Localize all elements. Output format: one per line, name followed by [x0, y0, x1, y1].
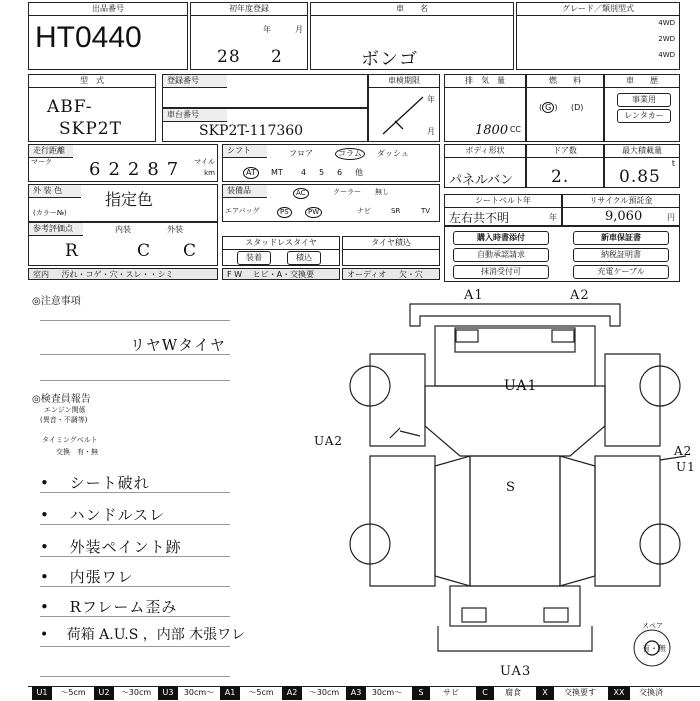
- chassis-value: SKP2T-117360: [199, 123, 304, 139]
- grade-option: 2WD: [658, 35, 675, 43]
- doc-warranty: 新車保証書: [573, 231, 669, 245]
- shift-5: 5: [319, 168, 325, 177]
- note-line: [40, 524, 230, 525]
- doc-tax: 納税証明書: [573, 248, 669, 262]
- mileage-mark: マーク: [31, 158, 52, 166]
- score-interior: C: [137, 241, 152, 261]
- doors-value: 2.: [551, 167, 570, 187]
- taillight-right-shape: [544, 608, 568, 622]
- mark-side-right-2: U1: [676, 460, 696, 474]
- shift-mt: MT: [271, 168, 283, 177]
- legend-desc: 〜5cm: [248, 688, 274, 697]
- legend-code: U3: [158, 686, 178, 700]
- interior-band-items: 汚れ・コゲ・穴・スレ・・シミ: [61, 270, 174, 279]
- taillight-left-shape: [462, 608, 486, 622]
- headlight-left-shape: [456, 330, 478, 342]
- first-registration-month: 2: [271, 47, 283, 67]
- fw-band-items: ヒビ・A・交換要: [252, 270, 315, 279]
- doors-box: [526, 144, 604, 188]
- usage-label: 車 歴: [605, 75, 679, 88]
- mileage-km: km: [204, 169, 215, 177]
- right-body-side-shape: [595, 456, 660, 586]
- fuel-d: D: [574, 103, 581, 112]
- mileage-label: 走行距離: [29, 145, 73, 158]
- usage-commercial: 事業用: [617, 93, 671, 107]
- equip-sr: SR: [391, 207, 401, 215]
- inspector-entry-text: 外装ペイント跡: [69, 538, 182, 556]
- equip-ps: PS: [277, 207, 292, 218]
- studless-box: [222, 236, 340, 266]
- equip-navi: ナビ: [357, 207, 371, 215]
- legend-code: A1: [220, 686, 240, 700]
- equip-tv: TV: [421, 207, 431, 215]
- fuel-box: [526, 74, 604, 142]
- car-name-box: [310, 2, 514, 70]
- max-load-unit: t: [671, 159, 675, 168]
- inspector-entry-text: ハンドルスレ: [69, 506, 166, 524]
- interior-band: [28, 268, 218, 280]
- score-interior-label: 内装: [115, 225, 131, 234]
- usage-box: [604, 74, 680, 142]
- tire-load-box: [342, 236, 440, 266]
- rear-bumper-shape: [438, 626, 592, 651]
- equipment-label: 装備品: [223, 185, 267, 198]
- exterior-color-box: [28, 184, 218, 222]
- inspector-timing: タイミングベルト: [42, 436, 98, 444]
- legend-code: A2: [282, 686, 302, 700]
- legend-desc: 腐食: [505, 688, 521, 697]
- model-label: 型 式: [29, 75, 155, 88]
- year-label: 年: [263, 25, 271, 34]
- seatbelt-value: 左右共不明: [449, 211, 510, 225]
- grade-option: 4WD: [658, 51, 675, 59]
- mark-side-left: UA2: [314, 434, 344, 448]
- inspection-expiry-box: [368, 74, 440, 142]
- fuel-option-g: ( G ): [539, 103, 558, 112]
- scores-label: 参考評価点: [29, 223, 83, 236]
- legend-desc: 〜30cm: [308, 688, 340, 697]
- equipment-box: [222, 184, 440, 222]
- legend-desc: 交換済: [639, 688, 663, 697]
- cargo-right-wall-shape: [560, 456, 595, 586]
- first-registration-box: [190, 2, 308, 70]
- equip-cooler: クーラー: [333, 188, 361, 196]
- inspector-engine: エンジン関係: [44, 406, 86, 414]
- grade-box: [516, 2, 680, 70]
- grade-option: 4WD: [658, 19, 675, 27]
- mark-front-left: A1: [464, 288, 484, 303]
- spare-value: 有・無: [642, 644, 666, 653]
- legend-desc: サビ: [443, 688, 459, 697]
- doc-cancel: 抹消受付可: [453, 265, 549, 279]
- studless-loaded: 積込: [287, 251, 321, 265]
- note-line: [40, 380, 230, 381]
- fuel-label: 燃 料: [527, 75, 603, 88]
- legend-desc: 〜5cm: [60, 688, 86, 697]
- inspector-entry-text: Rフレーム歪み: [69, 598, 178, 616]
- documents-box: [444, 226, 680, 282]
- first-registration-year: 28: [217, 47, 241, 67]
- cab-front-shape: [435, 326, 595, 386]
- inspector-entry: • 内張ワレ: [40, 568, 134, 586]
- shift-dash: ダッシュ: [377, 149, 409, 158]
- body-type-value: パネルバン: [449, 173, 514, 188]
- model-value-line2: SKP2T: [59, 119, 122, 139]
- legend-desc: 〜30cm: [120, 688, 152, 697]
- note-line: [40, 646, 230, 647]
- grade-label: グレード／類別型式: [517, 3, 679, 16]
- mark-roof: UA1: [504, 378, 538, 394]
- shift-6: 6: [337, 168, 343, 177]
- doc-purchase: 購入時書添付: [453, 231, 549, 245]
- inspector-timing-sub: 交換 有・無: [56, 448, 98, 456]
- inspector-entry: • Rフレーム歪み: [40, 598, 178, 616]
- notes-label: ◎注意事項: [32, 296, 81, 307]
- legend-code: X: [536, 686, 554, 700]
- inspection-month-label: 月: [427, 127, 435, 136]
- legend-code: S: [412, 686, 430, 700]
- note-line: [40, 320, 230, 321]
- front-bumper-shape: [410, 304, 620, 326]
- note-line: [40, 492, 230, 493]
- recycle-value: 9,060: [605, 209, 643, 224]
- recycle-label: リサイクル預託金: [563, 195, 679, 208]
- model-box: [28, 74, 156, 142]
- seatbelt-label: シートベルト年: [445, 195, 561, 208]
- doc-auto-approval: 自動承認請求: [453, 248, 549, 262]
- audio-band-items: 欠・穴: [398, 270, 423, 279]
- audio-band-label: オーディオ: [347, 270, 387, 279]
- inspector-entry: • シート破れ: [40, 474, 150, 492]
- equip-ac: AC: [293, 188, 309, 199]
- shift-box: [222, 144, 440, 182]
- fuel-g-circled: G: [542, 102, 554, 113]
- legend-desc: 30cm〜: [183, 688, 215, 697]
- shift-4: 4: [301, 168, 307, 177]
- inspector-entry: • ハンドルスレ: [40, 506, 166, 524]
- seatbelt-unit: 年: [549, 213, 557, 222]
- side-left-pointer: [390, 428, 420, 438]
- headlight-right-shape: [552, 330, 574, 342]
- body-type-box: [444, 144, 526, 188]
- chassis-box: [162, 108, 368, 142]
- shift-floor: フロア: [289, 149, 313, 158]
- inspection-year-label: 年: [427, 95, 435, 104]
- doors-label: ドア数: [527, 145, 603, 158]
- inspector-entry-text: シート破れ: [69, 474, 150, 492]
- inspector-entry: • 外装ペイント跡: [40, 538, 182, 556]
- mark-rear: UA3: [500, 664, 532, 679]
- left-body-side-shape: [370, 456, 435, 586]
- max-load-label: 最大積載量: [605, 145, 679, 158]
- mark-cargo: S: [506, 480, 516, 495]
- cab-roof-shape: [425, 386, 605, 456]
- mileage-value: 62287: [89, 159, 187, 180]
- legend-code: XX: [608, 686, 630, 700]
- note-entry: リヤWタイヤ: [130, 336, 226, 354]
- windshield-shape: [455, 328, 575, 352]
- rear-panel-shape: [450, 586, 580, 626]
- displacement-value: 1800: [475, 123, 509, 138]
- score-exterior-label: 外装: [167, 225, 183, 234]
- note-line: [40, 556, 230, 557]
- car-name-value: ボンゴ: [361, 49, 418, 70]
- inspector-label: ◎検査員報告: [32, 394, 91, 405]
- max-load-box: [604, 144, 680, 188]
- mark-front-right: A2: [570, 288, 590, 303]
- displacement-unit: CC: [509, 125, 521, 134]
- lot-number-value: HT0440: [35, 21, 142, 54]
- legend-desc: 交換要す: [564, 688, 596, 697]
- equip-pw: PW: [305, 207, 322, 218]
- mileage-mile: マイル: [194, 158, 215, 166]
- studless-label: スタッドレスタイヤ: [223, 237, 339, 250]
- tire-load-label: タイヤ積込: [343, 237, 439, 250]
- inspector-entry-text: 荷箱 A.U.S ，内部 木張ワレ: [66, 627, 246, 643]
- cargo-left-wall-shape: [435, 456, 470, 586]
- cargo-bed-shape: [470, 456, 560, 586]
- month-label: 月: [295, 25, 303, 34]
- inspector-entry-text: 内張ワレ: [69, 568, 134, 586]
- audio-band: [342, 268, 440, 280]
- seatbelt-box: [444, 194, 562, 226]
- mileage-box: [28, 144, 218, 182]
- legend-code: U1: [32, 686, 52, 700]
- score-overall: R: [65, 241, 79, 261]
- note-line: [40, 676, 230, 677]
- legend-code: U2: [94, 686, 114, 700]
- doc-charge-cable: 充電ケーブル: [573, 265, 669, 279]
- interior-band-label: 室内: [33, 270, 49, 279]
- studless-mounted: 装着: [237, 251, 271, 265]
- recycle-box: [562, 194, 680, 226]
- legend-code: C: [476, 686, 494, 700]
- exterior-color-value: 指定色: [105, 190, 154, 209]
- registration-label: 登録番号: [163, 75, 227, 88]
- model-value-line1: ABF-: [47, 97, 93, 117]
- shift-at: AT: [243, 167, 259, 179]
- usage-rental: レンタカー: [617, 109, 671, 123]
- recycle-unit: 円: [667, 213, 675, 222]
- inspection-expiry-label: 車検期限: [369, 75, 439, 88]
- equip-none: 無し: [375, 188, 389, 196]
- displacement-label: 排 気 量: [445, 75, 525, 88]
- displacement-box: [444, 74, 526, 142]
- car-name-label: 車 名: [311, 3, 513, 16]
- inspector-engine-sub: (異音・不調等): [40, 416, 88, 424]
- inspector-entry: • 荷箱 A.U.S ，内部 木張ワレ: [40, 627, 246, 643]
- fw-band-label: F W: [227, 270, 243, 279]
- score-exterior: C: [183, 241, 198, 261]
- equip-airbag: エアバッグ: [225, 207, 260, 215]
- legend-desc: 30cm〜: [371, 688, 403, 697]
- exterior-color-sub: (カラー№): [33, 209, 67, 217]
- registration-box: [162, 74, 368, 108]
- lot-number-label: 出品番号: [29, 3, 187, 16]
- max-load-value: 0.85: [619, 167, 661, 187]
- note-line: [40, 586, 230, 587]
- exterior-color-label: 外 装 色: [29, 185, 81, 198]
- body-type-label: ボディ形状: [445, 145, 525, 158]
- spare-label: スペア: [642, 622, 663, 630]
- inspection-slash-mark: [373, 89, 433, 139]
- fw-band: [222, 268, 340, 280]
- fuel-option-d: (D): [571, 103, 584, 112]
- lot-number-box: [28, 2, 188, 70]
- shift-column: コラム: [335, 148, 365, 160]
- shift-other: 他: [355, 168, 363, 177]
- mark-side-right: A2: [674, 444, 693, 458]
- legend-code: A3: [346, 686, 366, 700]
- scores-box: [28, 222, 218, 266]
- first-registration-label: 初年度登録: [191, 3, 307, 16]
- chassis-label: 車台番号: [163, 109, 227, 122]
- shift-label: シフト: [223, 145, 267, 158]
- note-line: [40, 616, 230, 617]
